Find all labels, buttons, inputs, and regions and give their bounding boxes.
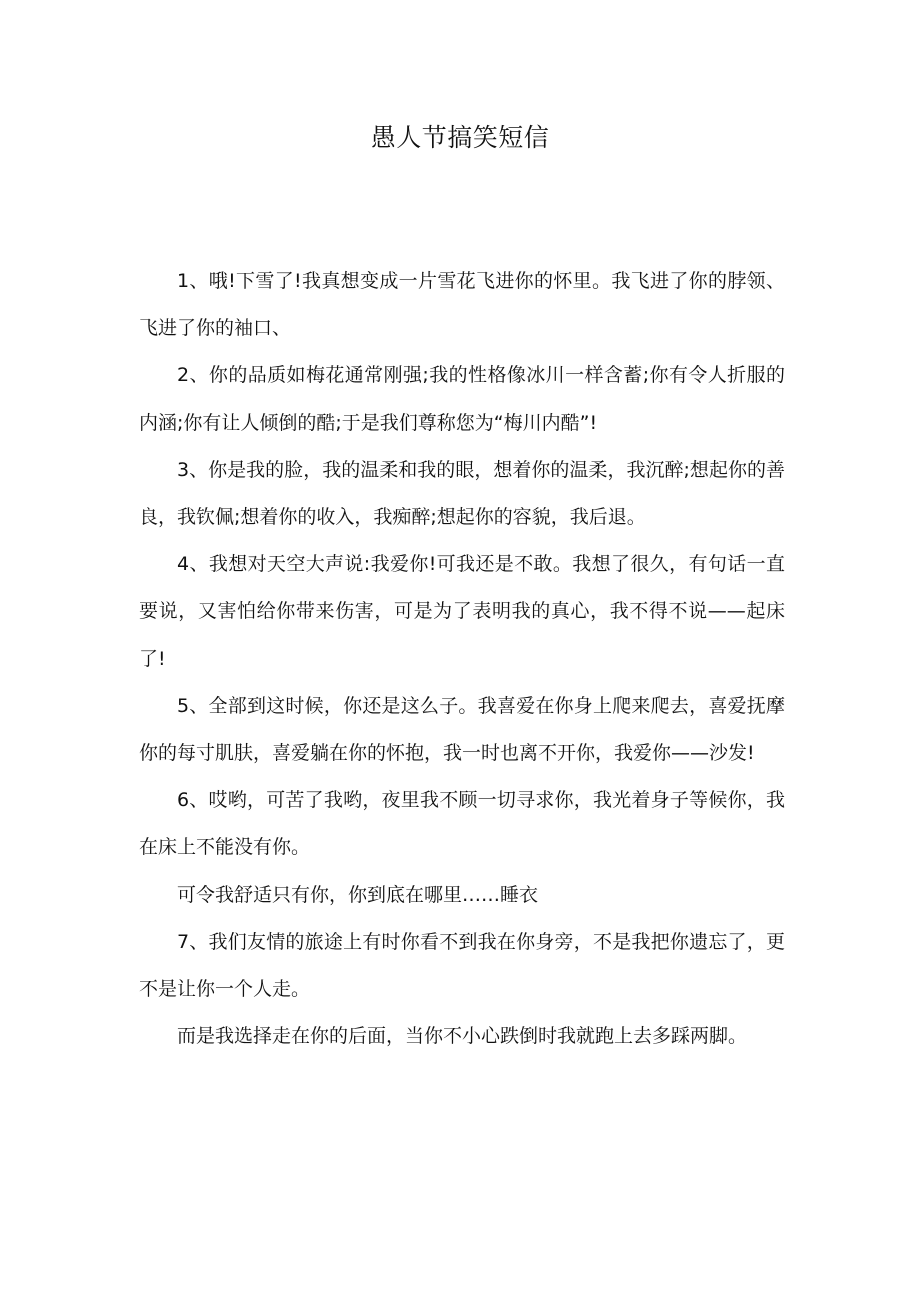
- paragraph-2: 2、你的品质如梅花通常刚强;我的性格像冰川一样含蓄;你有令人折服的内涵;你有让人倾倒的酷;于是我们尊称您为“梅川内酷”!: [139, 364, 785, 434]
- document-body: [139, 258, 785, 1060]
- paragraph-5: 5、全部到这时候，你还是这么子。我喜爱在你身上爬来爬去，喜爱抚摩你的每寸肌肤，喜爱躺在你的怀抱，我一时也离不开你，我爱你——沙发!: [139, 694, 785, 765]
- paragraph-4: 4、我想对天空大声说:我爱你!可我还是不敢。我想了很久，有句话一直要说，又害怕给你带来伤害，可是为了表明我的真心，我不得不说——起床了!: [139, 553, 785, 670]
- document-title: 愚人节搞笑短信: [370, 123, 550, 152]
- paragraph-7: 7、我们友情的旅途上有时你看不到我在你身旁，不是我把你遗忘了，更不是让你一个人走。: [139, 930, 785, 1001]
- paragraph-6: 6、哎哟，可苦了我哟，夜里我不顾一切寻求你，我光着身子等候你，我在床上不能没有你。: [139, 789, 785, 859]
- paragraph-1: 1、哦!下雪了!我真想变成一片雪花飞进你的怀里。我飞进了你的脖领、飞进了你的袖口、: [139, 270, 785, 340]
- paragraph-3: 3、你是我的脸，我的温柔和我的眼，想着你的温柔，我沉醉;想起你的善良，我钦佩;想着你的收入，我痴醉;想起你的容貌，我后退。: [139, 458, 785, 529]
- paragraph-6-continuation: 可令我舒适只有你，你到底在哪里……睡衣: [177, 883, 539, 906]
- paragraph-7-continuation: 而是我选择走在你的后面，当你不小心跌倒时我就跑上去多踩两脚。: [177, 1025, 748, 1048]
